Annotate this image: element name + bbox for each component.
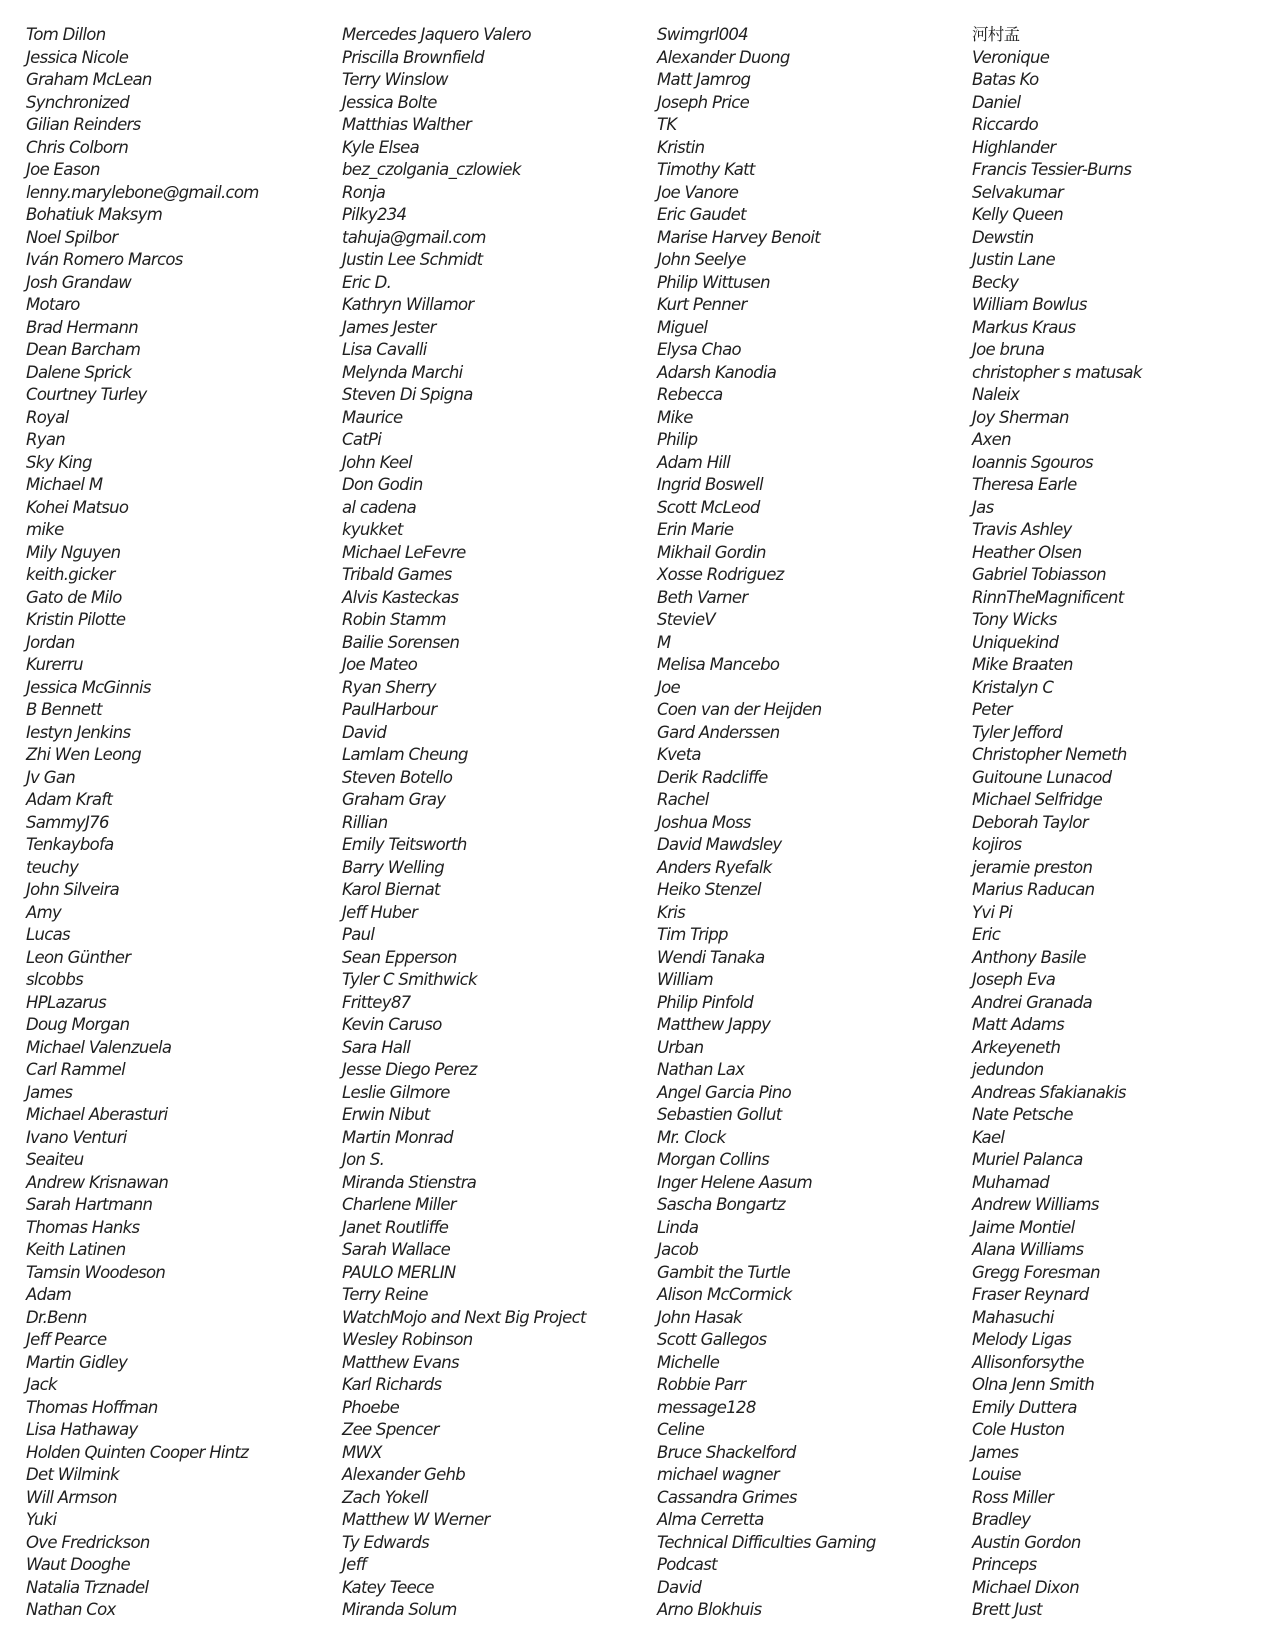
name-entry: Cole Huston: [972, 1420, 1065, 1439]
name-entry: Theresa Earle: [972, 475, 1077, 494]
name-entry: Mercedes Jaquero Valero: [342, 25, 531, 44]
name-entry: Joseph Price: [657, 92, 750, 112]
name-entry: Veronique: [972, 47, 1050, 67]
name-entry: Jesse Diego Perez: [342, 1060, 477, 1079]
name-entry: Kristin: [657, 137, 705, 157]
name-entry: Emily Teitsworth: [342, 835, 467, 854]
name-entry: Melynda Marchi: [342, 362, 463, 382]
name-entry: Martin Gidley: [26, 1352, 128, 1372]
name-entry: Michael M: [26, 475, 103, 494]
name-entry: Michael Valenzuela: [26, 1037, 172, 1057]
name-entry: Matthew Evans: [342, 1352, 459, 1372]
name-entry: Jessica Nicole: [26, 47, 129, 67]
name-entry: Ty Edwards: [342, 1532, 430, 1552]
name-entry: Arkeyeneth: [972, 1037, 1061, 1057]
name-entry: Kris: [657, 902, 685, 922]
name-entry: Bradley: [972, 1510, 1031, 1529]
name-entry: William Bowlus: [972, 295, 1087, 314]
name-entry: Marius Raducan: [972, 880, 1095, 899]
name-entry: Gambit the Turtle: [657, 1262, 791, 1282]
name-entry: Alison McCormick: [657, 1285, 792, 1304]
name-entry: jeramie preston: [972, 857, 1093, 877]
name-entry: Cassandra Grimes: [657, 1487, 797, 1507]
name-entry: Justin Lee Schmidt: [342, 250, 483, 269]
name-entry: Gard Anderssen: [657, 722, 780, 742]
name-entry: Chris Colborn: [26, 137, 129, 157]
name-entry: John Hasak: [657, 1307, 742, 1327]
name-entry: Gregg Foresman: [972, 1262, 1100, 1282]
name-entry: Charlene Miller: [342, 1195, 456, 1214]
name-entry: Kelly Queen: [972, 205, 1064, 224]
name-entry: Alexander Gehb: [342, 1465, 466, 1484]
name-entry: Xosse Rodriguez: [657, 565, 784, 584]
name-entry: Highlander: [972, 137, 1056, 157]
name-entry: lenny.marylebone@gmail.com: [26, 182, 259, 202]
name-entry: kojiros: [972, 835, 1022, 854]
name-entry: Urban: [657, 1037, 704, 1057]
name-entry: Jon S.: [342, 1150, 385, 1169]
name-entry: Yuki: [26, 1510, 57, 1529]
name-entry: Jacob: [657, 1240, 699, 1259]
name-entry: Olna Jenn Smith: [972, 1375, 1095, 1394]
name-entry: Adam Kraft: [26, 790, 113, 809]
name-entry: Kristin Pilotte: [26, 610, 126, 629]
name-entry: Wesley Robinson: [342, 1330, 473, 1349]
name-entry: Muriel Palanca: [972, 1150, 1083, 1169]
name-entry: 河村孟: [972, 25, 1020, 44]
name-entry: Jas: [972, 497, 994, 517]
name-entry: christopher s matusak: [972, 362, 1142, 382]
name-entry: StevieV: [657, 610, 715, 629]
name-entry: Sarah Wallace: [342, 1240, 451, 1259]
name-entry: Andrew Williams: [972, 1195, 1099, 1214]
name-entry: Wendi Tanaka: [657, 947, 765, 967]
name-entry: Ryan: [26, 430, 65, 449]
name-entry: Zee Spencer: [342, 1420, 439, 1439]
name-entry: Princeps: [972, 1555, 1037, 1574]
name-entry: Heather Olsen: [972, 542, 1082, 562]
name-entry: Matt Adams: [972, 1015, 1065, 1034]
name-entry: Coen van der Heijden: [657, 700, 822, 719]
name-entry: Nathan Cox: [26, 1600, 116, 1619]
name-entry: Allisonforsythe: [972, 1352, 1084, 1372]
name-entry: Terry Winslow: [342, 70, 448, 89]
name-entry: Brett Just: [972, 1600, 1042, 1619]
name-entry: Ove Fredrickson: [26, 1532, 150, 1552]
name-entry: James: [972, 1442, 1019, 1462]
name-entry: Steven Botello: [342, 767, 453, 787]
name-entry: Karl Richards: [342, 1375, 442, 1394]
name-entry: Philip Wittusen: [657, 272, 770, 292]
name-entry: Karol Biernat: [342, 880, 440, 899]
name-entry: Jeff Huber: [342, 902, 418, 922]
name-entry: Inger Helene Aasum: [657, 1172, 813, 1192]
name-entry: Zach Yokell: [342, 1487, 428, 1507]
name-entry: Rachel: [657, 790, 709, 809]
name-entry: Sebastien Gollut: [657, 1105, 782, 1124]
name-entry: Melody Ligas: [972, 1330, 1072, 1349]
name-entry: Michael LeFevre: [342, 542, 466, 562]
name-entry: Ryan Sherry: [342, 677, 436, 697]
name-entry: John Silveira: [26, 880, 120, 899]
name-entry: Michael Dixon: [972, 1577, 1079, 1597]
name-entry: Linda: [657, 1217, 699, 1237]
name-entry: Sascha Bongartz: [657, 1195, 785, 1214]
name-entry: Sara Hall: [342, 1037, 411, 1057]
name-entry: Mike Braaten: [972, 655, 1073, 674]
name-entry: Adam Hill: [657, 452, 731, 472]
name-entry: Muhamad: [972, 1172, 1050, 1192]
names-column-3: [657, 24, 957, 1622]
name-entry: Marise Harvey Benoit: [657, 227, 821, 247]
name-entry: Doug Morgan: [26, 1015, 130, 1034]
name-entry: Joseph Eva: [972, 970, 1056, 989]
name-entry: Robbie Parr: [657, 1375, 746, 1394]
name-entry: Beth Varner: [657, 587, 748, 607]
name-entry: Tamsin Woodeson: [26, 1262, 166, 1282]
name-entry: Philip: [657, 430, 698, 449]
name-entry: Iestyn Jenkins: [26, 722, 131, 742]
name-entry: Priscilla Brownfield: [342, 47, 484, 67]
name-entry: Scott Gallegos: [657, 1330, 767, 1349]
name-entry: David Mawdsley: [657, 835, 782, 854]
name-entry: Matthew W Werner: [342, 1510, 490, 1529]
name-entry: Nate Petsche: [972, 1105, 1073, 1124]
name-entry: Leslie Gilmore: [342, 1082, 450, 1102]
name-entry: Heiko Stenzel: [657, 880, 761, 899]
name-entry: Anders Ryefalk: [657, 857, 772, 877]
name-entry: Melisa Mancebo: [657, 655, 780, 674]
name-entry: John Keel: [342, 452, 412, 472]
name-entry: Joe Vanore: [657, 182, 739, 202]
name-entry: Lamlam Cheung: [342, 745, 468, 764]
name-entry: Dean Barcham: [26, 340, 141, 359]
name-entry: Philip Pinfold: [657, 992, 754, 1012]
name-entry: Daniel: [972, 92, 1021, 112]
name-entry: Bailie Sorensen: [342, 632, 460, 652]
name-entry: Ross Miller: [972, 1487, 1054, 1507]
name-entry: mike: [26, 520, 64, 539]
name-entry: Alana Williams: [972, 1240, 1084, 1259]
name-entry: Gato de Milo: [26, 587, 122, 607]
name-entry: Joe Eason: [26, 160, 100, 179]
name-entry: Michael Selfridge: [972, 790, 1103, 809]
name-entry: Tom Dillon: [26, 25, 106, 44]
name-entry: James: [26, 1082, 73, 1102]
name-entry: Janet Routliffe: [342, 1217, 449, 1237]
name-entry: Zhi Wen Leong: [26, 745, 142, 764]
name-entry: Bruce Shackelford: [657, 1442, 796, 1462]
name-entry: Graham McLean: [26, 70, 152, 89]
name-entry: Miguel: [657, 317, 708, 337]
name-entry: Rebecca: [657, 385, 723, 404]
name-entry: Andrew Krisnawan: [26, 1172, 169, 1192]
name-entry: Steven Di Spigna: [342, 385, 473, 404]
name-entry: Gilian Reinders: [26, 115, 141, 134]
name-entry: Lisa Hathaway: [26, 1420, 138, 1439]
name-entry: Fraser Reynard: [972, 1285, 1089, 1304]
name-entry: Eric Gaudet: [657, 205, 746, 224]
name-entry: Motaro: [26, 295, 80, 314]
name-entry: Don Godin: [342, 475, 423, 494]
name-entry: Will Armson: [26, 1487, 117, 1507]
name-entry: Joshua Moss: [657, 812, 751, 832]
name-entry: Kurerru: [26, 655, 83, 674]
name-entry: Seaiteu: [26, 1150, 84, 1169]
name-entry: Naleix: [972, 385, 1020, 404]
name-entry: Guitoune Lunacod: [972, 767, 1112, 787]
name-entry: Yvi Pi: [972, 902, 1013, 922]
name-entry: Sean Epperson: [342, 947, 457, 967]
name-entry: Kristalyn C: [972, 677, 1054, 697]
name-entry: Kohei Matsuo: [26, 497, 129, 517]
name-entry: Axen: [972, 430, 1011, 449]
name-entry: Lucas: [26, 925, 70, 944]
name-entry: Justin Lane: [972, 250, 1055, 269]
name-entry: Jeff Pearce: [26, 1330, 107, 1349]
name-entry: Peter: [972, 700, 1013, 719]
name-entry: Travis Ashley: [972, 520, 1072, 539]
name-entry: keith.gicker: [26, 565, 115, 584]
name-entry: Waut Dooghe: [26, 1555, 130, 1574]
name-entry: Mily Nguyen: [26, 542, 121, 562]
name-entry: Graham Gray: [342, 790, 446, 809]
name-entry: Michael Aberasturi: [26, 1105, 168, 1124]
name-entry: Arno Blokhuis: [657, 1600, 762, 1619]
name-entry: Kevin Caruso: [342, 1015, 442, 1034]
name-entry: Elysa Chao: [657, 340, 741, 359]
name-entry: Deborah Taylor: [972, 812, 1088, 832]
name-entry: Kael: [972, 1127, 1005, 1147]
name-entry: Bohatiuk Maksym: [26, 205, 163, 224]
name-entry: Morgan Collins: [657, 1150, 770, 1169]
name-entry: Batas Ko: [972, 70, 1039, 89]
name-entry: Matt Jamrog: [657, 70, 751, 89]
name-entry: TK: [657, 115, 677, 134]
name-entry: Andrei Granada: [972, 992, 1093, 1012]
name-entry: Uniquekind: [972, 632, 1059, 652]
name-entry: Angel Garcia Pino: [657, 1082, 792, 1102]
name-entry: al cadena: [342, 497, 417, 517]
name-entry: Ivano Venturi: [26, 1127, 127, 1147]
name-entry: michael wagner: [657, 1465, 779, 1484]
names-column-1: [26, 24, 326, 1622]
name-entry: Nathan Lax: [657, 1060, 745, 1079]
name-entry: Emily Duttera: [972, 1397, 1077, 1417]
name-entry: Scott McLeod: [657, 497, 760, 517]
name-entry: Ingrid Boswell: [657, 475, 763, 494]
name-entry: Robin Stamm: [342, 610, 446, 629]
name-entry: Alvis Kasteckas: [342, 587, 459, 607]
name-entry: Noel Spilbor: [26, 227, 118, 247]
name-entry: Derik Radcliffe: [657, 767, 768, 787]
name-entry: Dewstin: [972, 227, 1034, 247]
name-entry: Eric D.: [342, 272, 392, 292]
name-entry: Pilky234: [342, 205, 407, 224]
name-entry: Jordan: [26, 632, 75, 652]
name-entry: HPLazarus: [26, 992, 106, 1012]
name-entry: Markus Kraus: [972, 317, 1076, 337]
name-entry: Selvakumar: [972, 182, 1064, 202]
name-entry: Gabriel Tobiasson: [972, 565, 1106, 584]
name-entry: Lisa Cavalli: [342, 340, 427, 359]
name-entry: Thomas Hoffman: [26, 1397, 158, 1417]
name-entry: Erin Marie: [657, 520, 734, 539]
name-entry: tahuja@gmail.com: [342, 227, 486, 247]
name-entry: Sky King: [26, 452, 92, 472]
name-entry: Miranda Stienstra: [342, 1172, 477, 1192]
name-entry: Rillian: [342, 812, 388, 832]
name-entry: message128: [657, 1397, 756, 1417]
name-entry: Ronja: [342, 182, 386, 202]
name-entry: Matthias Walther: [342, 115, 472, 134]
name-entry: Timothy Katt: [657, 160, 755, 179]
name-entry: RinnTheMagnificent: [972, 587, 1124, 607]
name-entry: Erwin Nibut: [342, 1105, 430, 1124]
name-entry: Carl Rammel: [26, 1060, 126, 1079]
name-entry: Jv Gan: [26, 767, 76, 787]
name-entry: Adarsh Kanodia: [657, 362, 777, 382]
name-entry: Francis Tessier-Burns: [972, 160, 1132, 179]
name-entry: Ioannis Sgouros: [972, 452, 1093, 472]
name-entry: Joy Sherman: [972, 407, 1069, 427]
name-entry: bez_czolgania_czlowiek: [342, 160, 521, 179]
name-entry: Leon Günther: [26, 947, 131, 967]
name-entry: Amy: [26, 902, 62, 922]
name-entry: PaulHarbour: [342, 700, 437, 719]
name-entry: Martin Monrad: [342, 1127, 453, 1147]
name-entry: M: [657, 632, 671, 652]
name-entry: Royal: [26, 407, 69, 427]
name-entry: Mr. Clock: [657, 1127, 726, 1147]
name-entry: Alexander Duong: [657, 47, 790, 67]
name-entry: Paul: [342, 925, 375, 944]
name-entry: Det Wilmink: [26, 1465, 120, 1484]
name-entry: Frittey87: [342, 992, 411, 1012]
name-entry: MWX: [342, 1442, 382, 1462]
name-entry: Maurice: [342, 407, 403, 427]
name-entry: Tony Wicks: [972, 610, 1057, 629]
name-entry: Mike: [657, 407, 693, 427]
name-entry: Terry Reine: [342, 1285, 428, 1304]
name-entry: Jessica Bolte: [342, 92, 437, 112]
name-entry: slcobbs: [26, 970, 83, 989]
name-entry: David: [342, 722, 387, 742]
name-entry: Jack: [26, 1375, 57, 1394]
name-entry: Podcast: [657, 1555, 717, 1574]
name-entry: Miranda Solum: [342, 1600, 457, 1619]
name-entry: CatPi: [342, 430, 382, 449]
name-entry: Brad Hermann: [26, 317, 138, 337]
names-column-4: [972, 24, 1272, 1622]
name-entry: Tenkaybofa: [26, 835, 114, 854]
name-entry: jedundon: [972, 1060, 1044, 1079]
name-entry: Tim Tripp: [657, 925, 728, 944]
name-entry: Technical Difficulties Gaming: [657, 1532, 876, 1552]
name-entry: Adam: [26, 1285, 72, 1304]
name-entry: Michelle: [657, 1352, 720, 1372]
name-entry: Jessica McGinnis: [26, 677, 151, 697]
name-entry: Jaime Montiel: [972, 1217, 1075, 1237]
name-entry: Thomas Hanks: [26, 1217, 140, 1237]
name-entry: Synchronized: [26, 92, 130, 112]
name-entry: Kurt Penner: [657, 295, 747, 314]
name-entry: Celine: [657, 1420, 705, 1439]
name-entry: Kyle Elsea: [342, 137, 419, 157]
name-entry: WatchMojo and Next Big Project: [342, 1307, 586, 1327]
name-entry: Courtney Turley: [26, 385, 147, 404]
name-entry: Mikhail Gordin: [657, 542, 766, 562]
name-entry: Matthew Jappy: [657, 1015, 771, 1034]
name-entry: Keith Latinen: [26, 1240, 126, 1259]
name-entry: David: [657, 1577, 702, 1597]
name-entry: Joe: [657, 677, 681, 697]
name-entry: Mahasuchi: [972, 1307, 1054, 1327]
name-entry: Sarah Hartmann: [26, 1195, 153, 1214]
name-entry: Riccardo: [972, 115, 1039, 134]
name-entry: SammyJ76: [26, 812, 109, 832]
name-entry: Joe Mateo: [342, 655, 418, 674]
name-entry: Austin Gordon: [972, 1532, 1081, 1552]
name-entry: Tyler Jefford: [972, 722, 1063, 742]
name-entry: Phoebe: [342, 1397, 400, 1417]
name-entry: Becky: [972, 272, 1019, 292]
name-entry: Eric: [972, 925, 1001, 944]
name-entry: kyukket: [342, 520, 403, 539]
name-entry: Katey Teece: [342, 1577, 434, 1597]
name-entry: Josh Grandaw: [26, 272, 132, 292]
names-column-2: [342, 24, 642, 1622]
name-entry: Tyler C Smithwick: [342, 970, 477, 989]
name-entry: Louise: [972, 1465, 1021, 1484]
name-entry: Anthony Basile: [972, 947, 1086, 967]
name-entry: B Bennett: [26, 700, 102, 719]
name-entry: Joe bruna: [972, 340, 1045, 359]
name-entry: Dalene Sprick: [26, 362, 132, 382]
name-entry: Andreas Sfakianakis: [972, 1082, 1126, 1102]
name-entry: Barry Welling: [342, 857, 445, 877]
name-entry: Dr.Benn: [26, 1307, 87, 1327]
name-entry: Iván Romero Marcos: [26, 250, 183, 269]
name-entry: Jeff: [342, 1555, 366, 1574]
name-entry: John Seelye: [657, 250, 746, 269]
name-entry: Alma Cerretta: [657, 1510, 764, 1529]
name-entry: Christopher Nemeth: [972, 745, 1127, 764]
name-entry: Swimgrl004: [657, 25, 748, 44]
name-entry: Holden Quinten Cooper Hintz: [26, 1442, 249, 1462]
name-entry: Kveta: [657, 745, 701, 764]
name-entry: PAULO MERLIN: [342, 1262, 456, 1282]
name-entry: Kathryn Willamor: [342, 295, 474, 314]
name-entry: William: [657, 970, 713, 989]
name-entry: Tribald Games: [342, 565, 452, 584]
name-entry: James Jester: [342, 317, 436, 337]
name-entry: Natalia Trznadel: [26, 1577, 149, 1597]
name-entry: teuchy: [26, 857, 79, 877]
